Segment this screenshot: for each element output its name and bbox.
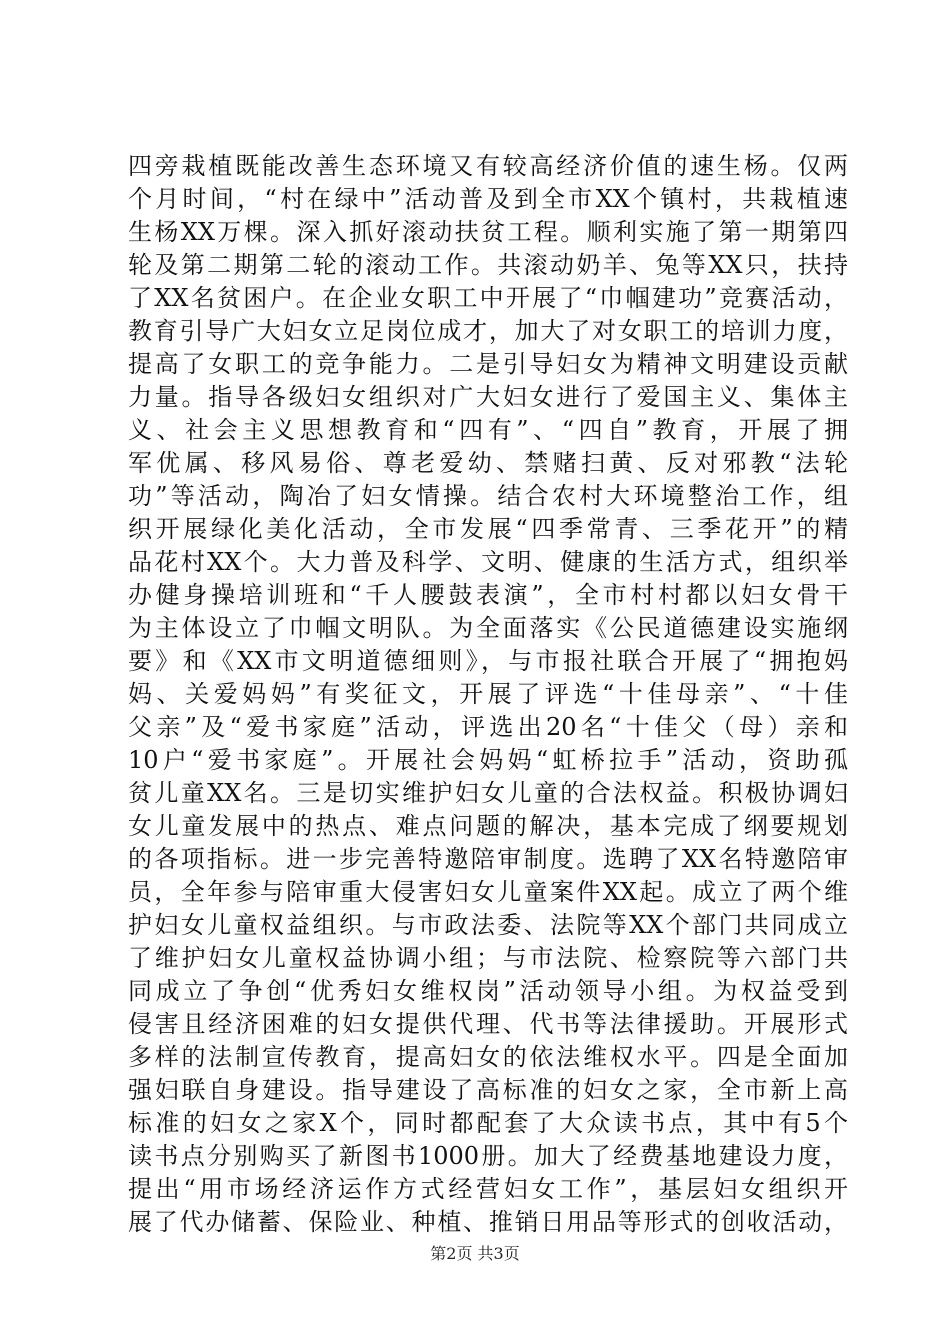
text-line: 标准的妇女之家X个，同时都配套了大众读书点，其中有5个 (128, 1109, 848, 1137)
body-text (128, 150, 848, 1239)
text-line: 了XX名贫困户。在企业女职工中开展了“巾帼建功”竞赛活动， (128, 284, 848, 312)
text-line: 护妇女儿童权益组织。与市政法委、法院等XX个部门共同成立 (128, 911, 848, 939)
text-line: 力量。指导各级妇女组织对广大妇女进行了爱国主义、集体主 (128, 383, 848, 411)
text-line: 个月时间，“村在绿中”活动普及到全市XX个镇村，共栽植速 (128, 185, 848, 213)
text-line: 的各项指标。进一步完善特邀陪审制度。选聘了XX名特邀陪审 (128, 845, 848, 873)
text-line: 读书点分别购买了新图书1000册。加大了经费基地建设力度， (128, 1142, 848, 1170)
text-line: 功”等活动，陶冶了妇女情操。结合农村大环境整治工作，组 (128, 482, 848, 510)
text-line: 办健身操培训班和“千人腰鼓表演”，全市村村都以妇女骨干 (128, 581, 848, 609)
text-line: 侵害且经济困难的妇女提供代理、代书等法律援助。开展形式 (128, 1010, 848, 1038)
text-line: 提出“用市场经济运作方式经营妇女工作”，基层妇女组织开 (128, 1175, 848, 1203)
text-line: 教育引导广大妇女立足岗位成才，加大了对女职工的培训力度， (128, 317, 848, 345)
page-footer: 第2页 共3页 (430, 1244, 520, 1263)
text-line: 强妇联自身建设。指导建设了高标准的妇女之家，全市新上高 (128, 1076, 848, 1104)
text-line: 女儿童发展中的热点、难点问题的解决，基本完成了纲要规划 (128, 812, 848, 840)
text-line: 为主体设立了巾帼文明队。为全面落实《公民道德建设实施纲 (128, 614, 848, 642)
text-line: 贫儿童XX名。三是切实维护妇女儿童的合法权益。积极协调妇 (128, 779, 848, 807)
text-line: 妈、关爱妈妈”有奖征文，开展了评选“十佳母亲”、“十佳 (128, 680, 848, 708)
text-line: 员，全年参与陪审重大侵害妇女儿童案件XX起。成立了两个维 (128, 878, 848, 906)
text-line: 要》和《XX市文明道德细则》，与市报社联合开展了“拥抱妈 (128, 647, 848, 675)
text-line: 同成立了争创“优秀妇女维权岗”活动领导小组。为权益受到 (128, 977, 848, 1005)
text-line: 父亲”及“爱书家庭”活动，评选出20名“十佳父（母）亲和 (128, 713, 848, 741)
text-line: 提高了女职工的竞争能力。二是引导妇女为精神文明建设贡献 (128, 350, 848, 378)
text-line: 生杨XX万棵。深入抓好滚动扶贫工程。顺利实施了第一期第四 (128, 218, 848, 246)
text-line: 义、社会主义思想教育和“四有”、“四自”教育，开展了拥 (128, 416, 848, 444)
text-line: 展了代办储蓄、保险业、种植、推销日用品等形式的创收活动， (128, 1208, 848, 1236)
text-line: 织开展绿化美化活动，全市发展“四季常青、三季花开”的精 (128, 515, 848, 543)
text-line: 多样的法制宣传教育，提高妇女的依法维权水平。四是全面加 (128, 1043, 848, 1071)
text-line: 10户“爱书家庭”。开展社会妈妈“虹桥拉手”活动，资助孤 (128, 746, 848, 774)
text-line: 品花村XX个。大力普及科学、文明、健康的生活方式，组织举 (128, 548, 848, 576)
text-line: 军优属、移风易俗、尊老爱幼、禁赌扫黄、反对邪教“法轮 (128, 449, 848, 477)
text-line: 轮及第二期第二轮的滚动工作。共滚动奶羊、兔等XX只，扶持 (128, 251, 848, 279)
text-line: 了维护妇女儿童权益协调小组；与市法院、检察院等六部门共 (128, 944, 848, 972)
text-line: 四旁栽植既能改善生态环境又有较高经济价值的速生杨。仅两 (128, 152, 848, 180)
